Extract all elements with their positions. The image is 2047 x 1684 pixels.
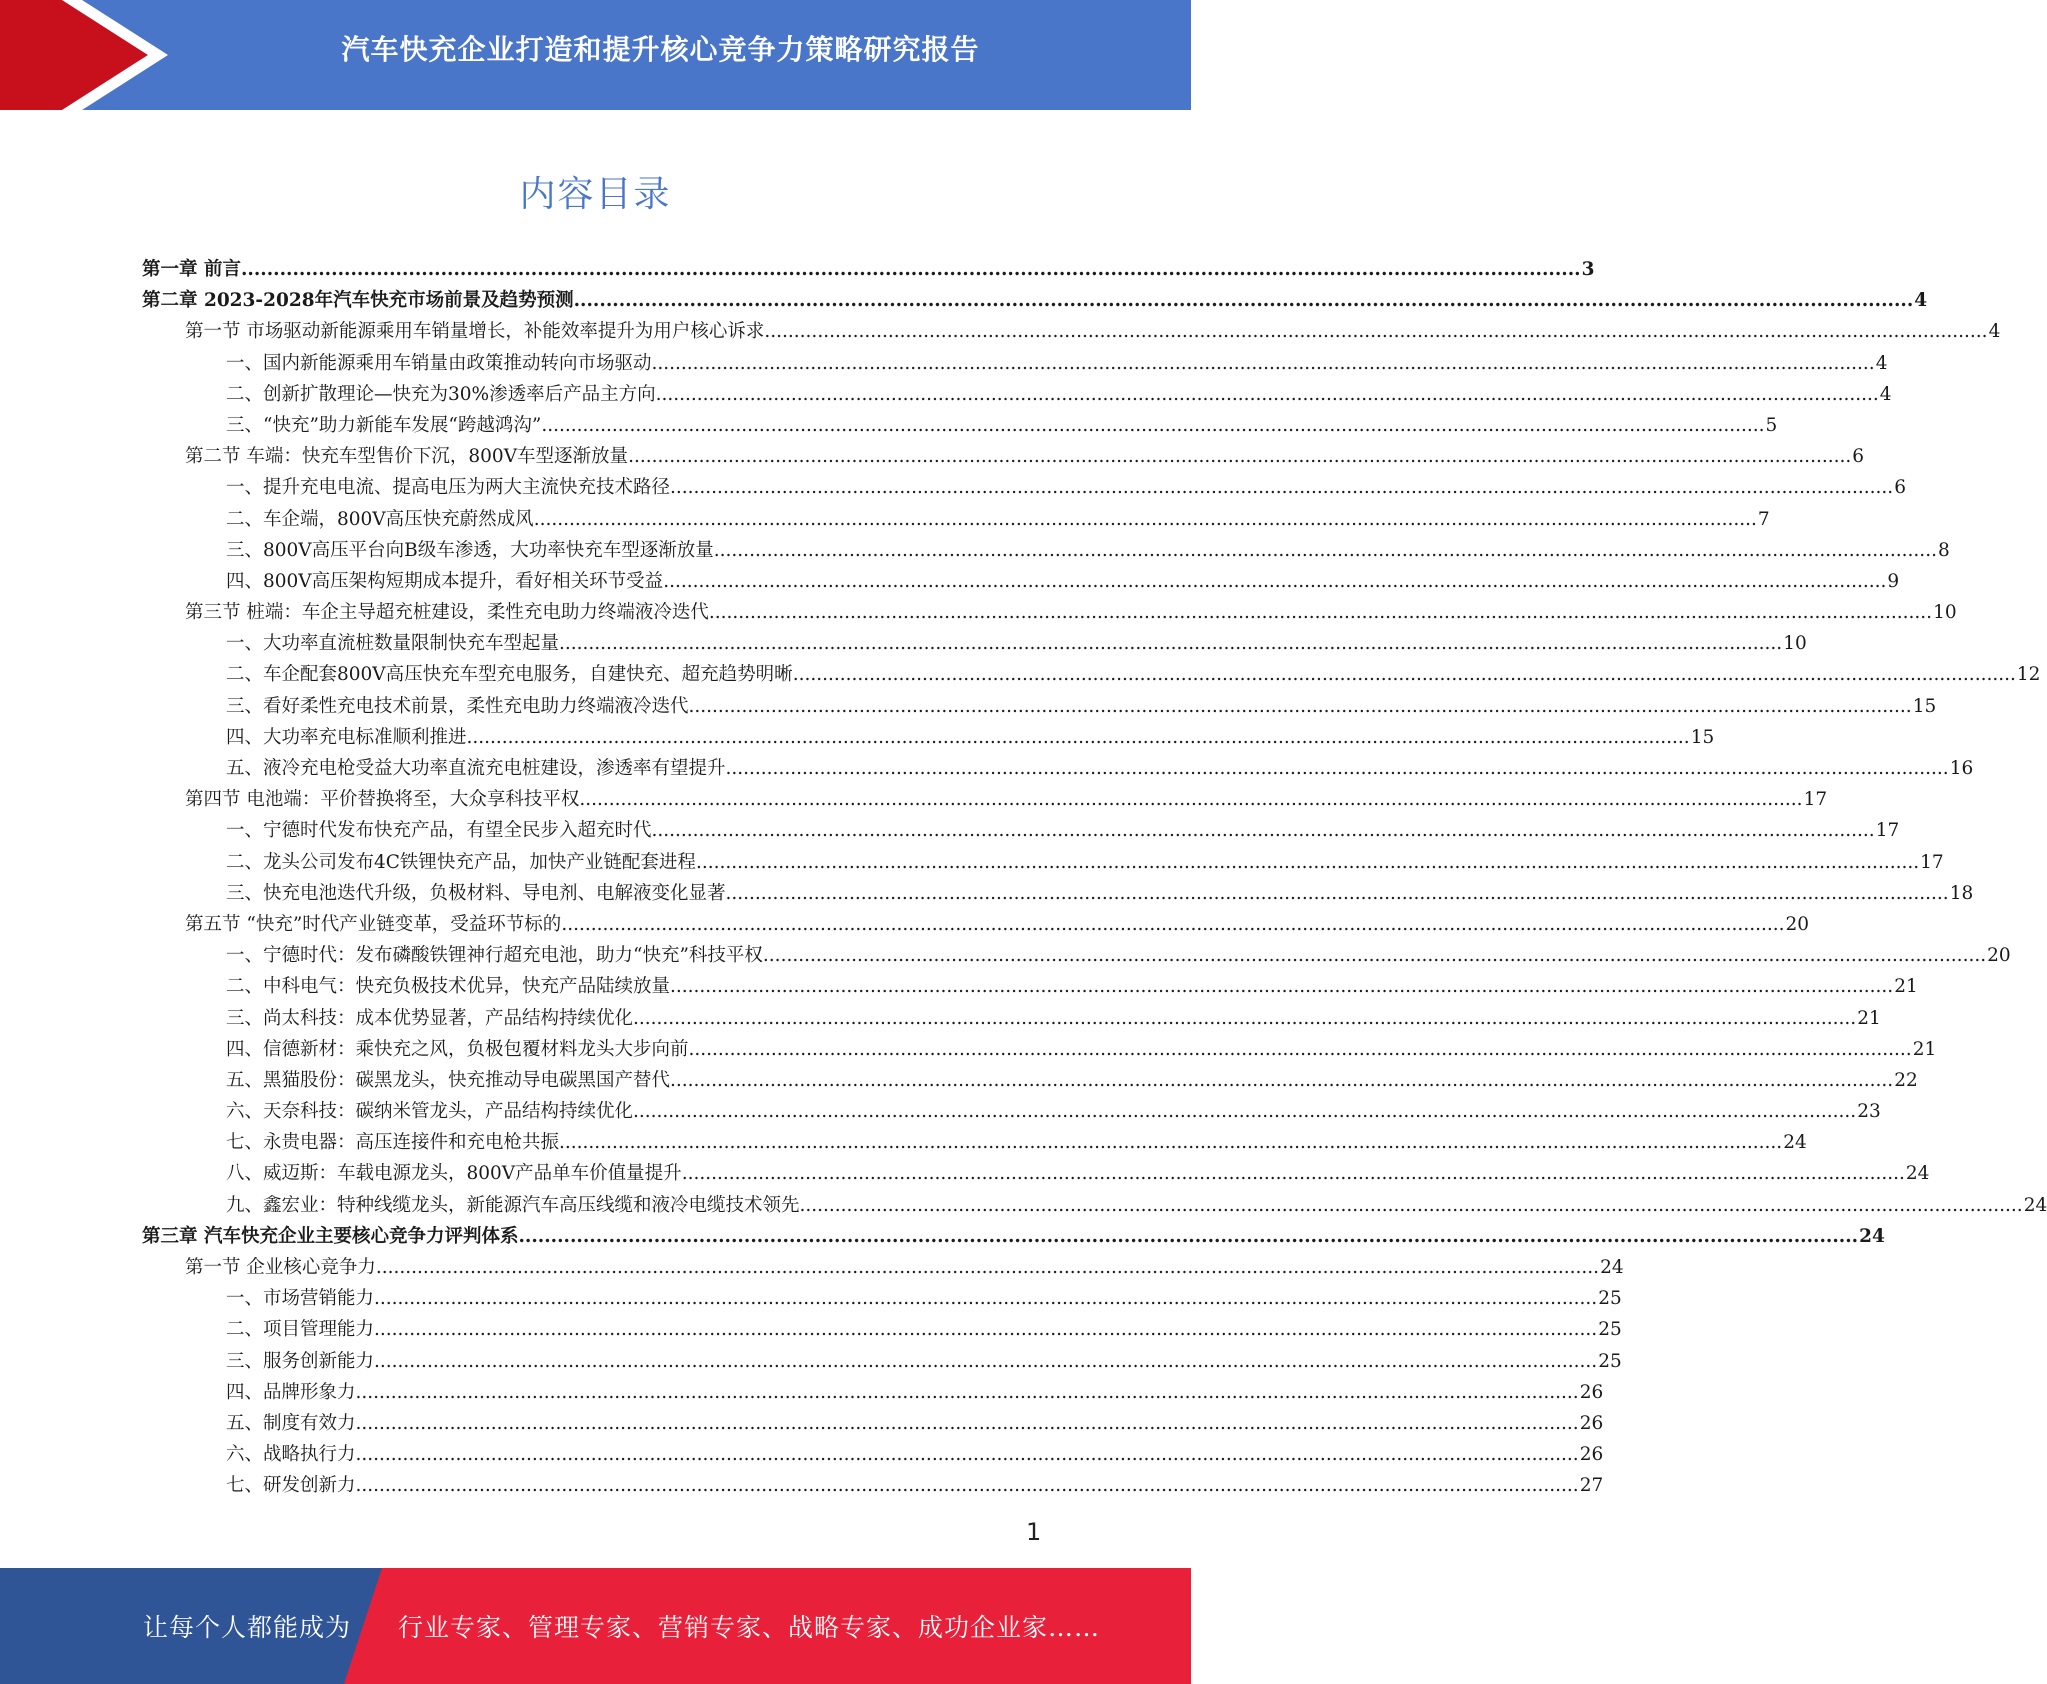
toc-entry-page: 25 (1598, 1288, 1622, 1310)
toc-dot-leader (534, 504, 1757, 535)
toc-dot-leader (374, 1283, 1597, 1314)
toc-dot-leader (726, 878, 1949, 909)
toc-entry[interactable] (142, 659, 2041, 690)
toc-entry[interactable] (142, 379, 1892, 410)
toc-entry-page: 24 (1783, 1132, 1807, 1154)
toc-entry-page: 4 (1914, 290, 1928, 312)
toc-entry-title: 七、研发创新力 (226, 1475, 356, 1497)
toc-entry-title: 第一节 企业核心竞争力 (185, 1257, 376, 1278)
toc-entry[interactable] (142, 1065, 1918, 1096)
toc-entry-page: 10 (1783, 633, 1807, 655)
toc-entry-title: 五、制度有效力 (226, 1412, 356, 1434)
footer-banner (0, 1568, 1191, 1684)
toc-entry-title: 三、服务创新能力 (226, 1350, 375, 1372)
toc-heading: 内容目录 (519, 174, 672, 215)
toc-entry[interactable] (142, 878, 1974, 909)
toc-entry[interactable] (142, 971, 1918, 1002)
toc-entry-page: 17 (1803, 789, 1828, 811)
toc-entry-page: 18 (1949, 882, 1974, 904)
toc-dot-leader (633, 1003, 1856, 1034)
header-banner (0, 0, 1191, 110)
toc-dot-leader (793, 659, 2016, 690)
toc-entry[interactable] (142, 254, 1595, 285)
toc-entry-page: 10 (1933, 602, 1957, 624)
toc-dot-leader (656, 379, 1879, 410)
toc-entry-title: 一、提升充电电流、提高电压为两大主流快充技术路径 (226, 477, 671, 499)
toc-entry-page: 24 (1859, 1225, 1885, 1247)
toc-entry-title: 第二节 车端：快充车型售价下沉，800V车型逐渐放量 (185, 446, 629, 468)
toc-entry[interactable] (142, 1283, 1622, 1314)
toc-entry-title: 五、黑猫股份：碳黑龙头，快充推动导电碳黑国产替代 (226, 1069, 671, 1091)
toc-dot-leader (682, 1158, 1905, 1189)
toc-entry[interactable] (142, 1346, 1622, 1377)
toc-entry[interactable] (142, 1252, 1624, 1283)
toc-entry[interactable] (142, 535, 1950, 566)
toc-entry-title: 一、宁德时代发布快充产品，有望全民步入超充时代 (226, 820, 652, 842)
toc-entry[interactable] (142, 316, 2001, 347)
toc-entry-page: 17 (1920, 851, 1944, 873)
toc-dot-leader (633, 1096, 1856, 1127)
toc-entry-title: 四、大功率充电标准顺利推进 (226, 726, 467, 748)
toc-entry-page: 27 (1579, 1475, 1604, 1497)
toc-entry-title: 六、战略执行力 (226, 1444, 356, 1466)
toc-dot-leader (467, 722, 1690, 753)
toc-entry-title: 第三节 桩端：车企主导超充桩建设，柔性充电助力终端液冷迭代 (185, 602, 709, 624)
toc-dot-leader (764, 316, 1987, 347)
toc-entry-title: 一、市场营销能力 (226, 1288, 375, 1310)
toc-entry-title: 三、看好柔性充电技术前景，柔性充电助力终端液冷迭代 (226, 695, 689, 717)
toc-dot-leader (356, 1439, 1579, 1470)
toc-entry[interactable] (142, 1439, 1604, 1470)
toc-entry[interactable] (142, 1003, 1881, 1034)
toc-entry-title: 第五节 “快充”时代产业链变革，受益环节标的 (185, 913, 562, 935)
toc-entry[interactable] (142, 1408, 1604, 1439)
toc-entry-title: 一、宁德时代：发布磷酸铁锂神行超充电池，助力“快充”科技平权 (226, 945, 763, 967)
toc-entry-title: 第四节 电池端：平价替换将至，大众享科技平权 (185, 789, 580, 811)
toc-entry-page: 4 (1988, 321, 2001, 343)
toc-dot-leader (561, 909, 1784, 940)
toc-entry[interactable] (142, 472, 1906, 503)
toc-entry-title: 三、“快充”助力新能车发展“跨越鸿沟” (226, 414, 542, 436)
toc-entry-page: 4 (1875, 352, 1888, 374)
toc-entry-title: 九、鑫宏业：特种线缆龙头，新能源汽车高压线缆和液冷电缆技术领先 (226, 1194, 800, 1216)
toc-entry[interactable] (142, 815, 1900, 846)
toc-entry[interactable] (142, 1221, 1885, 1252)
toc-entry-page: 9 (1887, 570, 1900, 592)
toc-entry-page: 25 (1598, 1350, 1622, 1372)
toc-dot-leader (696, 847, 1919, 878)
toc-dot-leader (356, 1408, 1579, 1439)
toc-entry-title: 六、天奈科技：碳纳米管龙头，产品结构持续优化 (226, 1101, 634, 1123)
toc-entry-page: 24 (1600, 1257, 1624, 1278)
toc-entry-page: 21 (1894, 976, 1918, 998)
toc-entry-title: 二、创新扩散理论—快充为30%渗透率后产品主方向 (226, 383, 656, 405)
toc-dot-leader (579, 784, 1802, 815)
toc-entry-page: 15 (1912, 695, 1937, 717)
toc-dot-leader (241, 254, 1581, 285)
toc-entry[interactable] (142, 410, 1778, 441)
toc-entry[interactable] (142, 1096, 1881, 1127)
toc-entry[interactable] (142, 566, 1900, 597)
toc-entry[interactable] (142, 1314, 1622, 1345)
toc-entry[interactable] (142, 597, 1957, 628)
toc-entry[interactable] (142, 940, 2011, 971)
toc-dot-leader (709, 597, 1932, 628)
toc-dot-leader (559, 628, 1782, 659)
toc-dot-leader (670, 971, 1893, 1002)
table-of-contents (142, 254, 2047, 1502)
toc-entry-title: 七、永贵电器：高压连接件和充电枪共振 (226, 1132, 560, 1154)
toc-entry-title: 四、品牌形象力 (226, 1381, 356, 1403)
toc-entry-page: 5 (1765, 414, 1778, 436)
toc-dot-leader (689, 1034, 1912, 1065)
toc-entry-title: 一、大功率直流桩数量限制快充车型起量 (226, 633, 560, 655)
toc-entry-page: 3 (1581, 259, 1595, 280)
toc-entry-title: 二、车企端，800V高压快充蔚然成风 (226, 508, 534, 530)
toc-entry[interactable] (142, 691, 1937, 722)
toc-dot-leader (800, 1190, 2023, 1221)
toc-entry-title: 第一节 市场驱动新能源乘用车销量增长，补能效率提升为用户核心诉求 (185, 321, 765, 343)
toc-dot-leader (663, 566, 1886, 597)
toc-dot-leader (541, 410, 1764, 441)
toc-entry[interactable] (142, 847, 1944, 878)
toc-entry-title: 第一章 前言 (142, 259, 241, 280)
toc-entry-page: 15 (1690, 726, 1715, 748)
toc-entry-page: 25 (1598, 1319, 1622, 1341)
toc-entry[interactable] (142, 441, 1865, 472)
toc-entry-page: 16 (1949, 758, 1974, 779)
toc-entry-title: 第二章 2023-2028年汽车快充市场前景及趋势预测 (142, 290, 574, 312)
toc-entry[interactable] (142, 285, 1928, 316)
toc-entry-page: 20 (1987, 945, 2011, 967)
toc-entry[interactable] (142, 504, 1770, 535)
toc-entry-page: 7 (1757, 508, 1770, 530)
toc-entry[interactable] (142, 1190, 2047, 1221)
toc-entry[interactable] (142, 1127, 1807, 1158)
toc-entry-page: 21 (1857, 1007, 1881, 1029)
toc-entry[interactable] (142, 722, 1715, 753)
toc-dot-leader (652, 348, 1875, 379)
toc-entry-title: 八、威迈斯：车载电源龙头，800V产品单车价值量提升 (226, 1163, 682, 1185)
toc-entry-title: 四、800V高压架构短期成本提升，看好相关环节受益 (226, 570, 664, 592)
toc-entry[interactable] (142, 784, 1828, 815)
toc-entry[interactable] (142, 628, 1807, 659)
toc-entry-title: 一、国内新能源乘用车销量由政策推动转向市场驱动 (226, 352, 652, 374)
toc-entry-title: 三、快充电池迭代升级，负极材料、导电剂、电解液变化显著 (226, 882, 726, 904)
toc-entry-page: 21 (1912, 1038, 1937, 1060)
toc-dot-leader (652, 815, 1875, 846)
toc-entry-title: 第三章 汽车快充企业主要核心竞争力评判体系 (142, 1225, 519, 1247)
toc-entry-page: 20 (1785, 913, 1810, 935)
toc-entry-title: 三、800V高压平台向B级车渗透，大功率快充车型逐渐放量 (226, 539, 714, 561)
toc-entry-title: 二、中科电气：快充负极技术优异，快充产品陆续放量 (226, 976, 671, 998)
toc-dot-leader (356, 1470, 1579, 1501)
toc-dot-leader (628, 441, 1851, 472)
toc-entry-page: 24 (2023, 1194, 2047, 1216)
toc-dot-leader (689, 691, 1912, 722)
toc-dot-leader (670, 1065, 1893, 1096)
toc-entry-page: 26 (1579, 1444, 1604, 1466)
toc-dot-leader (726, 753, 1949, 784)
toc-dot-leader (574, 285, 1914, 316)
toc-dot-leader (374, 1346, 1597, 1377)
toc-dot-leader (356, 1377, 1579, 1408)
toc-entry[interactable] (142, 1377, 1604, 1408)
toc-entry-page: 4 (1879, 383, 1892, 405)
toc-entry-title: 二、龙头公司发布4C铁锂快充产品，加快产业链配套进程 (226, 851, 696, 873)
toc-entry-title: 四、信德新材：乘快充之风，负极包覆材料龙头大步向前 (226, 1038, 689, 1060)
toc-dot-leader (714, 535, 1937, 566)
toc-entry-page: 12 (2016, 664, 2041, 686)
toc-entry-title: 三、尚太科技：成本优势显著，产品结构持续优化 (226, 1007, 634, 1029)
toc-entry[interactable] (142, 753, 1974, 784)
toc-entry-page: 23 (1857, 1101, 1881, 1123)
toc-entry-title: 二、项目管理能力 (226, 1319, 375, 1341)
toc-entry-page: 26 (1579, 1412, 1604, 1434)
toc-entry[interactable] (142, 1158, 1930, 1189)
toc-entry[interactable] (142, 909, 1810, 940)
page-number: 1 (1026, 1518, 1042, 1546)
toc-entry-page: 6 (1852, 446, 1865, 468)
toc-dot-leader (670, 472, 1893, 503)
toc-entry-page: 17 (1875, 820, 1900, 842)
toc-entry[interactable] (142, 1470, 1604, 1501)
toc-dot-leader (376, 1252, 1599, 1283)
toc-entry-page: 8 (1937, 539, 1950, 561)
toc-dot-leader (763, 940, 1986, 971)
toc-entry-page: 6 (1894, 477, 1906, 499)
report-title: 汽车快充企业打造和提升核心竞争力策略研究报告 (341, 33, 980, 66)
toc-entry[interactable] (142, 348, 1888, 379)
toc-entry[interactable] (142, 1034, 1937, 1065)
toc-entry-page: 22 (1894, 1069, 1918, 1091)
toc-entry-page: 24 (1905, 1163, 1930, 1185)
footer-slogan-left: 让每个人都能成为 (143, 1613, 352, 1642)
toc-dot-leader (374, 1314, 1597, 1345)
footer-slogan-right: 行业专家、管理专家、营销专家、战略专家、成功企业家…… (398, 1613, 1101, 1642)
toc-dot-leader (518, 1221, 1858, 1252)
toc-entry-title: 五、液冷充电枪受益大功率直流充电桩建设，渗透率有望提升 (226, 758, 726, 779)
toc-dot-leader (559, 1127, 1782, 1158)
toc-entry-page: 26 (1579, 1381, 1604, 1403)
toc-entry-title: 二、车企配套800V高压快充车型充电服务，自建快充、超充趋势明晰 (226, 664, 793, 686)
